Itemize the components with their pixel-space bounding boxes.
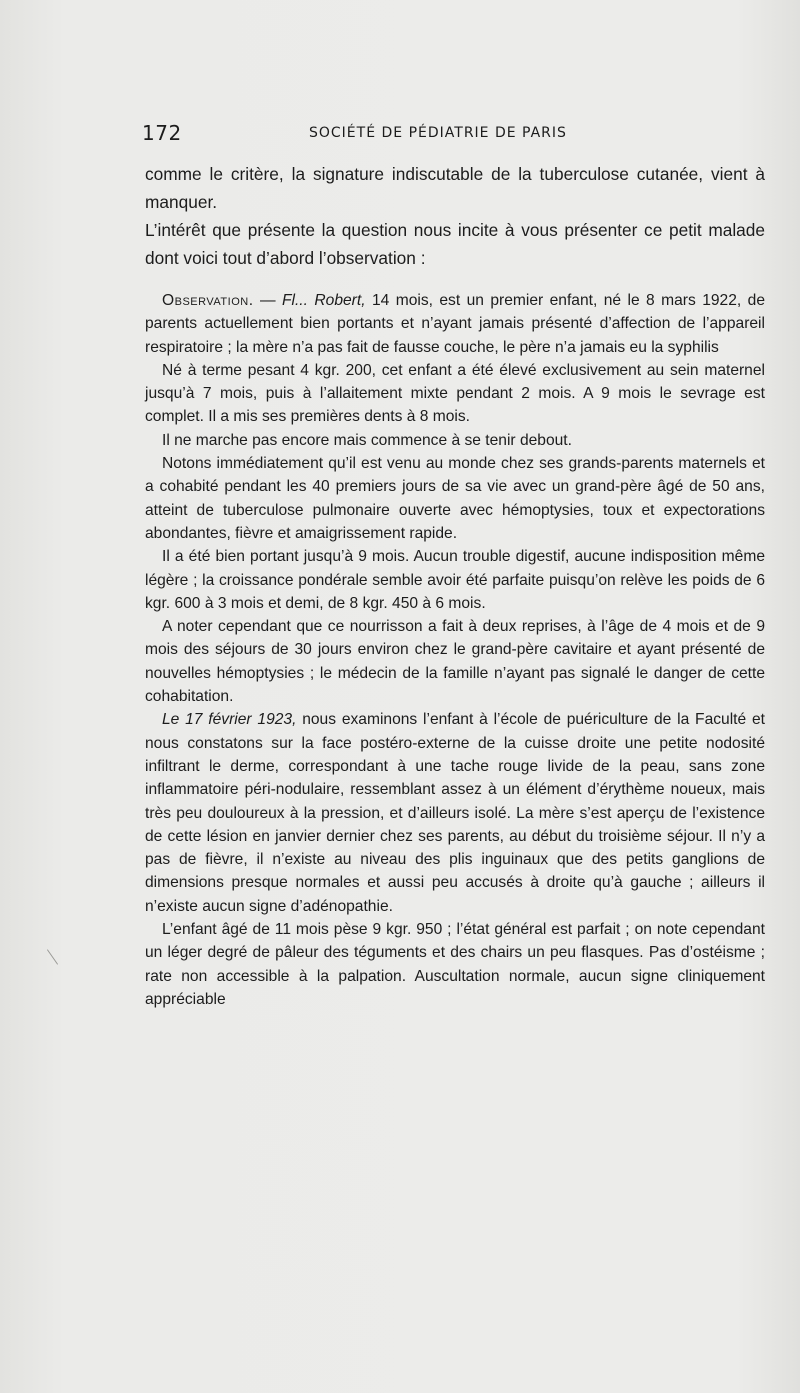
patient-name: Fl... Robert, bbox=[281, 292, 366, 309]
page-header bbox=[142, 121, 662, 145]
observation-paragraph-6: A noter cependant que ce nourrisson a fait à deux reprises, à l’âge de 4 mois et de 9 mois des séjours de 30 jours environ chez le grand-père cavitaire et ayant présenté de nouvelles hémoptysies ; le médecin de la famille n’ayant pas signalé le danger de cette cohabitation. bbox=[145, 618, 765, 706]
observation-paragraph-1 bbox=[145, 289, 765, 359]
examination-date: Le 17 février 1923, bbox=[162, 711, 297, 729]
observation-paragraph-2: Né à terme pesant 4 kgr. 200, cet enfant a été élevé exclusivement au sein maternel jusqu’à 7 mois, puis à l’allaitement mixte pendant 2 mois. A 9 mois le sevrage est complet. Il a mis ses premières dents à 8 mois. bbox=[145, 361, 765, 426]
observation-dash: — bbox=[253, 292, 282, 309]
observation-paragraph-7 bbox=[145, 708, 765, 918]
page-mark bbox=[47, 949, 58, 964]
observation-paragraph-1-text: 14 mois, est un premier enfant, né le 8 mars 1922, de parents actuellement bien portants et n’ayant jamais présenté d’affection de l’appareil respiratoire ; la mère n’a pas fait de fausse couche, le père n’a jamais eu la syphilis bbox=[145, 292, 765, 356]
observation-paragraph-5: Il a été bien portant jusqu’à 9 mois. Aucun trouble digestif, aucune indisposition même légère ; la croissance pondérale semble avoir été parfaite puisqu’on relève les poids de 6 kgr. 600 à 3 mois et demi, de 8 kgr. 450 à 6 mois. bbox=[145, 548, 765, 612]
observation-paragraph-7-text: nous examinons l’enfant à l’école de puériculture de la Faculté et nous constatons sur la face postéro-externe de la cuisse droite une petite nodosité infiltrant le derme, correspondant à une tache rouge livide de la peau, sans zone inflammatoire péri-nodulaire, ressemblant assez à un élément d’érythème noueux, mais très peu douloureux à la pression, et d’ailleurs isolé. La mère s’est aperçu de l’existence de cette lésion en janvier dernier chez ses parents, au début du troisième séjour. Il n’y a pas de fièvre, il n’existe au niveau des plis inguinaux que des petits ganglions de dimensions presque normales et aussi peu accusés à droite qu’à gauche ; ailleurs il n’existe aucun signe d’adénopathie. bbox=[145, 711, 765, 915]
observation-paragraph-3: Il ne marche pas encore mais commence à se tenir debout. bbox=[162, 431, 572, 449]
observation-section bbox=[145, 289, 765, 1011]
observation-label: Observation. bbox=[162, 292, 254, 309]
intro-text bbox=[145, 160, 765, 272]
observation-paragraph-8: L’enfant âgé de 11 mois pèse 9 kgr. 950 ; l’état général est parfait ; on note cependant un léger degré de pâleur des téguments et des chairs un peu flasques. Pas d’ostéisme ; rate non accessible à la palpation. Auscultation normale, aucun signe cliniquement appréciable bbox=[145, 921, 765, 1008]
page-number: 172 bbox=[142, 121, 182, 145]
body-text bbox=[145, 160, 765, 1011]
intro-paragraph-2: L’intérêt que présente la question nous incite à vous présenter ce petit malade dont voici tout d’abord l’observation : bbox=[145, 220, 765, 268]
observation-paragraph-4: Notons immédiatement qu’il est venu au monde chez ses grands-parents maternels et a cohabité pendant les 40 premiers jours de sa vie avec un grand-père âgé de 50 ans, atteint de tuberculose pulmonaire ouverte avec hémoptysies, toux et expectorations abondantes, fièvre et amaigrissement rapide. bbox=[145, 455, 765, 542]
running-head: SOCIÉTÉ DE PÉDIATRIE DE PARIS bbox=[309, 125, 567, 141]
intro-paragraph-1: comme le critère, la signature indiscutable de la tuberculose cutanée, vient à manquer. bbox=[145, 164, 765, 212]
